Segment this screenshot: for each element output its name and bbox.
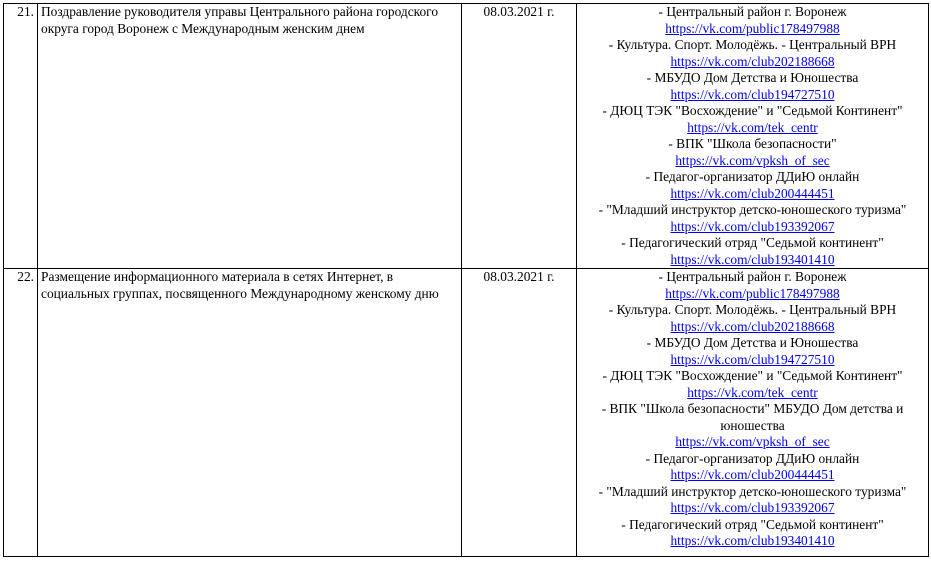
event-title: Размещение информационного материала в сетях Интернет, в социальных группах, посвященного Международному женскому дню bbox=[38, 269, 462, 557]
source-name: - ДЮЦ ТЭК "Восхождение" и "Седьмой Континент" bbox=[602, 103, 903, 118]
source-link[interactable]: https://vk.com/club193392067 bbox=[670, 218, 835, 234]
source-name: - Педагог-организатор ДДиЮ онлайн bbox=[645, 169, 860, 184]
event-title: Поздравление руководителя управы Центрального района городского округа город Воронеж с Международным женским днем bbox=[38, 4, 462, 269]
source-name: - Центральный район г. Воронеж bbox=[658, 4, 847, 19]
source-name: - Культура. Спорт. Молодёжь. - Центральный ВРН bbox=[608, 37, 897, 52]
source-link[interactable]: https://vk.com/tek_centr bbox=[687, 384, 818, 400]
event-date: 08.03.2021 г. bbox=[462, 4, 577, 269]
sources-cell bbox=[577, 269, 929, 557]
events-table bbox=[3, 3, 929, 557]
source-name: - МБУДО Дом Детства и Юношества bbox=[646, 335, 859, 350]
source-name: - МБУДО Дом Детства и Юношества bbox=[646, 70, 859, 85]
sources-cell bbox=[577, 4, 929, 269]
table-row bbox=[4, 4, 929, 269]
source-link[interactable]: https://vk.com/public178497988 bbox=[665, 285, 840, 301]
source-link[interactable]: https://vk.com/tek_centr bbox=[687, 119, 818, 135]
source-name: - ВПК "Школа безопасности" bbox=[668, 136, 837, 151]
source-link[interactable]: https://vk.com/club194727510 bbox=[670, 351, 835, 367]
source-link[interactable]: https://vk.com/club202188668 bbox=[670, 53, 835, 69]
source-link[interactable]: https://vk.com/public178497988 bbox=[665, 20, 840, 36]
row-number: 21. bbox=[4, 4, 38, 269]
source-name: - Культура. Спорт. Молодёжь. - Центральный ВРН bbox=[608, 302, 897, 317]
event-date: 08.03.2021 г. bbox=[462, 269, 577, 557]
source-name: - "Младший инструктор детско-юношеского туризма" bbox=[598, 202, 907, 217]
table-row bbox=[4, 269, 929, 557]
source-link[interactable]: https://vk.com/vpksh_of_sec bbox=[675, 152, 830, 168]
source-link[interactable]: https://vk.com/club200444451 bbox=[670, 185, 835, 201]
source-name: - ВПК "Школа безопасности" МБУДО Дом детства и юношества bbox=[601, 401, 904, 433]
source-name: - Педагогический отряд "Седьмой континент" bbox=[621, 235, 884, 250]
source-link[interactable]: https://vk.com/club200444451 bbox=[670, 467, 835, 482]
source-link[interactable]: https://vk.com/club193392067 bbox=[670, 500, 835, 515]
source-link[interactable]: https://vk.com/club193401410 bbox=[670, 533, 835, 548]
source-name: - Педагог-организатор ДДиЮ онлайн bbox=[645, 450, 860, 466]
source-name: - Центральный район г. Воронеж bbox=[658, 269, 847, 284]
source-name: - Педагогический отряд "Седьмой континент" bbox=[621, 516, 884, 532]
source-name: - ДЮЦ ТЭК "Восхождение" и "Седьмой Континент" bbox=[602, 368, 903, 383]
row-number: 22. bbox=[4, 269, 38, 557]
source-name: - "Младший инструктор детско-юношеского туризма" bbox=[598, 483, 907, 499]
source-link[interactable]: https://vk.com/club193401410 bbox=[670, 251, 835, 267]
source-link[interactable]: https://vk.com/club194727510 bbox=[670, 86, 835, 102]
source-link[interactable]: https://vk.com/club202188668 bbox=[670, 318, 835, 334]
source-link[interactable]: https://vk.com/vpksh_of_sec bbox=[675, 434, 830, 449]
